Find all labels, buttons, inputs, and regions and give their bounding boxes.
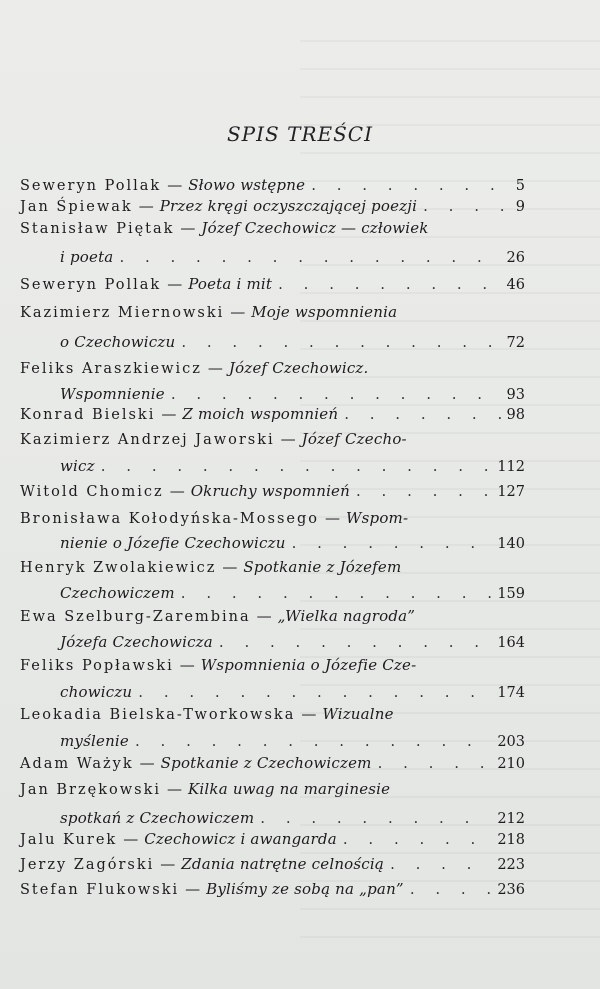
toc-page-number: 46 — [506, 277, 525, 293]
toc-leader-dots — [278, 275, 500, 293]
toc-work-title-continued: o Czechowiczu — [60, 333, 176, 351]
toc-entry — [20, 780, 525, 802]
toc-dash: — — [169, 482, 185, 500]
toc-page-number: 212 — [497, 811, 525, 827]
toc-leader-dots — [119, 248, 500, 266]
toc-work-title-continued: nienie o Józefie Czechowiczu — [60, 534, 286, 552]
toc-entry — [20, 754, 525, 776]
toc-work-title: Kilka uwag na marginesie — [188, 780, 391, 798]
toc-dash: — — [180, 219, 196, 237]
toc-entry-continuation — [60, 534, 525, 556]
toc-work-title-continued: chowiczu — [60, 683, 133, 701]
toc-dash: — — [179, 656, 195, 674]
toc-entry — [20, 607, 525, 629]
toc-author: Feliks Araszkiewicz — [20, 361, 202, 377]
toc-author: Stanisław Piętak — [20, 221, 175, 237]
toc-leader-dots — [219, 633, 491, 651]
toc-page-number: 236 — [497, 882, 525, 898]
toc-author: Jalu Kurek — [20, 832, 118, 848]
toc-page-number: 218 — [497, 832, 525, 848]
toc-work-title: Z moich wspomnień — [182, 405, 339, 423]
toc-leader-dots — [378, 754, 492, 772]
toc-dash: — — [185, 880, 201, 898]
toc-author: Kazimierz Andrzej Jaworski — [20, 432, 275, 448]
toc-leader-dots — [181, 584, 492, 602]
toc-work-title: Wizualne — [322, 705, 394, 723]
toc-leader-dots — [311, 176, 510, 194]
toc-leader-dots — [390, 855, 491, 873]
toc-entry — [20, 830, 525, 852]
toc-dash: — — [301, 705, 317, 723]
toc-dash: — — [167, 275, 183, 293]
toc-entry — [20, 705, 525, 727]
toc-work-title: „Wielka nagroda” — [277, 607, 416, 625]
toc-dash: — — [139, 754, 155, 772]
toc-author: Kazimierz Miernowski — [20, 305, 225, 321]
toc-page-number: 159 — [497, 586, 525, 602]
toc-page-number: 210 — [497, 756, 525, 772]
toc-work-title: Zdania natrętne celnością — [181, 855, 385, 873]
toc-work-title: Józef Czecho- — [301, 430, 407, 448]
toc-entry — [20, 509, 525, 531]
toc-work-title: Józef Czechowicz. — [228, 359, 369, 377]
toc-page-number: 26 — [506, 250, 525, 266]
toc-entry — [20, 176, 525, 198]
toc-entry-continuation — [60, 385, 525, 407]
toc-page-number: 5 — [515, 178, 525, 194]
toc-dash: — — [167, 780, 183, 798]
toc-work-title: Okruchy wspomnień — [190, 482, 350, 500]
toc-entry — [20, 430, 525, 452]
toc-author: Konrad Bielski — [20, 407, 156, 423]
toc-work-title: Byliśmy ze sobą na „pan” — [206, 880, 404, 898]
toc-leader-dots — [171, 385, 501, 403]
toc-work-title-continued: i poeta — [60, 248, 114, 266]
toc-leader-dots — [181, 333, 500, 351]
toc-entry — [20, 656, 525, 678]
toc-page-number: 174 — [497, 685, 525, 701]
toc-author: Ewa Szelburg-Zarembina — [20, 609, 251, 625]
toc-page-number: 164 — [497, 635, 525, 651]
toc-page-number: 98 — [506, 407, 525, 423]
toc-entry — [20, 855, 525, 877]
toc-leader-dots — [423, 197, 510, 215]
toc-page-number: 127 — [497, 484, 525, 500]
toc-author: Jan Śpiewak — [20, 199, 133, 215]
toc-author: Seweryn Pollak — [20, 178, 162, 194]
toc-author: Adam Ważyk — [20, 756, 134, 772]
toc-page-number: 140 — [497, 536, 525, 552]
toc-entry-continuation — [60, 333, 525, 355]
toc-entry — [20, 405, 525, 427]
toc-leader-dots — [135, 732, 491, 750]
toc-entry-continuation — [60, 457, 525, 479]
toc-leader-dots — [343, 830, 491, 848]
toc-leader-dots — [101, 457, 492, 475]
toc-author: Stefan Flukowski — [20, 882, 180, 898]
toc-leader-dots — [410, 880, 492, 898]
toc-dash: — — [167, 176, 183, 194]
toc-leader-dots — [138, 683, 491, 701]
page-title: SPIS TREŚCI — [226, 122, 374, 146]
toc-dash: — — [161, 405, 177, 423]
toc-entry — [20, 275, 525, 297]
toc-entry-continuation — [60, 809, 525, 831]
toc-leader-dots — [260, 809, 491, 827]
toc-entry-continuation — [60, 584, 525, 606]
toc-dash: — — [256, 607, 272, 625]
toc-work-title-continued: myślenie — [60, 732, 130, 750]
toc-page-number: 112 — [497, 459, 525, 475]
toc-work-title-continued: Wspomnienie — [60, 385, 165, 403]
toc-entry — [20, 219, 525, 241]
toc-work-title-continued: Józefa Czechowicza — [60, 633, 213, 651]
toc-work-title: Spotkanie z Czechowiczem — [160, 754, 372, 772]
toc-author: Seweryn Pollak — [20, 277, 162, 293]
toc-work-title: Spotkanie z Józefem — [243, 558, 402, 576]
toc-dash: — — [160, 855, 176, 873]
toc-dash: — — [138, 197, 154, 215]
toc-page-number: 72 — [506, 335, 525, 351]
toc-author: Henryk Zwolakiewicz — [20, 560, 217, 576]
toc-page-number: 223 — [497, 857, 525, 873]
toc-dash: — — [222, 558, 238, 576]
toc-entry — [20, 359, 525, 381]
toc-entry — [20, 303, 525, 325]
toc-entry — [20, 558, 525, 580]
toc-author: Jerzy Zagórski — [20, 857, 155, 873]
toc-work-title: Józef Czechowicz — człowiek — [201, 219, 429, 237]
toc-entry-continuation — [60, 248, 525, 270]
toc-author: Witold Chomicz — [20, 484, 164, 500]
toc-work-title: Wspomnienia o Józefie Cze- — [200, 656, 417, 674]
toc-author: Feliks Popławski — [20, 658, 174, 674]
toc-author: Jan Brzękowski — [20, 782, 162, 798]
toc-leader-dots — [292, 534, 492, 552]
toc-author: Leokadia Bielska-Tworkowska — [20, 707, 296, 723]
toc-leader-dots — [344, 405, 500, 423]
toc-dash: — — [325, 509, 340, 527]
toc-entry — [20, 482, 525, 504]
toc-entry — [20, 880, 525, 902]
toc-work-title: Moje wspomnienia — [251, 303, 398, 321]
toc-dash: — — [123, 830, 139, 848]
toc-dash: — — [230, 303, 246, 321]
toc-page-number: 93 — [506, 387, 525, 403]
toc-leader-dots — [356, 482, 491, 500]
toc-entry — [20, 197, 525, 219]
toc-work-title: Czechowicz i awangarda — [144, 830, 337, 848]
toc-dash: — — [280, 430, 296, 448]
toc-work-title: Słowo wstępne — [188, 176, 306, 194]
toc-page-number: 203 — [497, 734, 525, 750]
toc-entry-continuation — [60, 633, 525, 655]
toc-work-title: Przez kręgi oczyszczającej poezji — [159, 197, 418, 215]
toc-entry-continuation — [60, 683, 525, 705]
toc-work-title-continued: wicz — [60, 457, 95, 475]
toc-work-title-continued: spotkań z Czechowiczem — [60, 809, 255, 827]
toc-work-title-continued: Czechowiczem — [60, 584, 175, 602]
toc-page-number: 9 — [515, 199, 525, 215]
toc-work-title: Poeta i mit — [188, 275, 273, 293]
toc-entry-continuation — [60, 732, 525, 754]
toc-dash: — — [207, 359, 223, 377]
toc-work-title: Wspom- — [346, 509, 409, 527]
toc-author: Bronisława Kołodyńska-Mossego — [20, 511, 319, 527]
